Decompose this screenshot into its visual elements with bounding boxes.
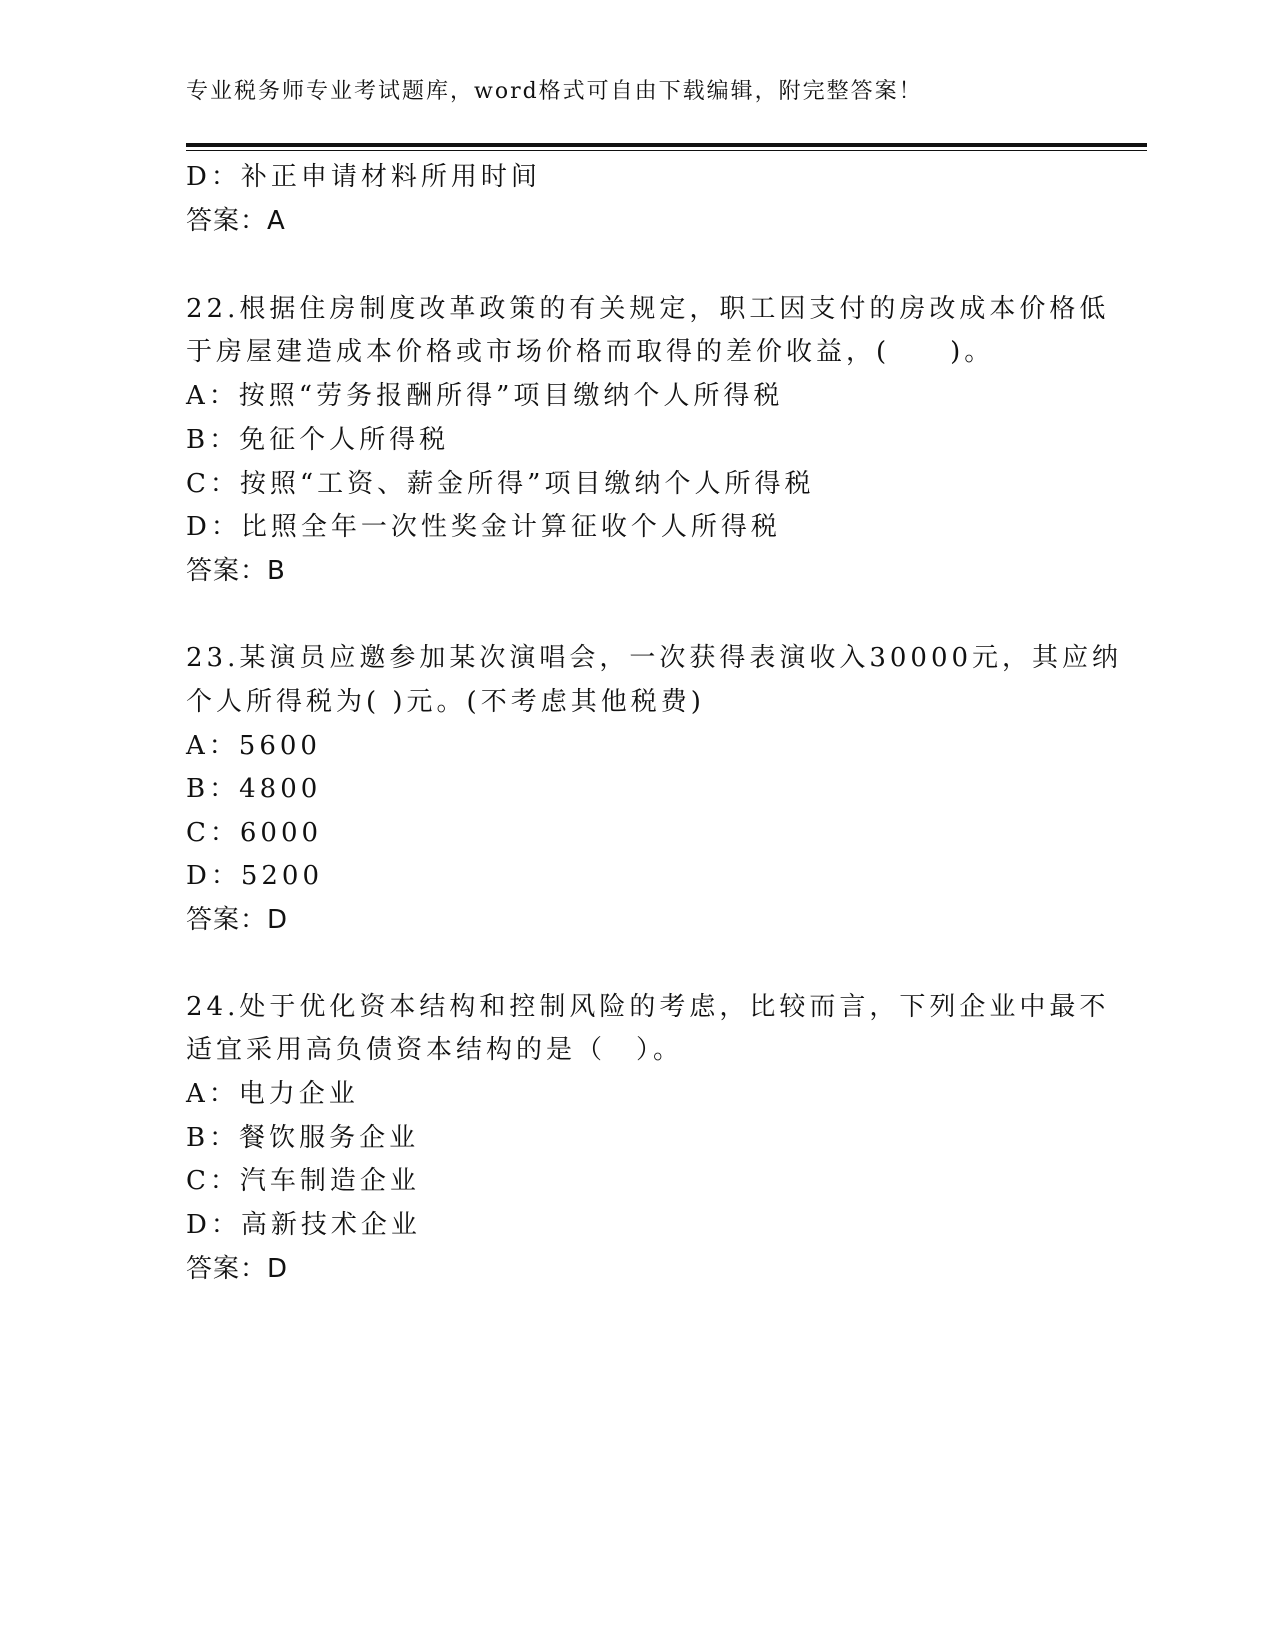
q22-option-c: C：按照“工资、薪金所得”项目缴纳个人所得税	[186, 469, 815, 499]
q24-option-c: C：汽车制造企业	[186, 1166, 420, 1196]
q23-option-a: A：5600	[186, 731, 321, 761]
prev-option-d: D：补正申请材料所用时间	[186, 162, 541, 192]
q23-stem-line1: 23.某演员应邀参加某次演唱会，一次获得表演收入30000元，其应纳	[186, 643, 1123, 673]
q22-option-a: A：按照“劳务报酬所得”项目缴纳个人所得税	[186, 381, 784, 411]
q24-option-b: B：餐饮服务企业	[186, 1123, 420, 1153]
q24-stem-line1: 24.处于优化资本结构和控制风险的考虑，比较而言，下列企业中最不	[186, 992, 1110, 1022]
prev-answer: 答案：A	[186, 206, 286, 236]
q22-stem-line2: 于房屋建造成本价格或市场价格而取得的差价收益，( )。	[186, 337, 995, 367]
page-header: 专业税务师专业考试题库，word格式可自由下载编辑，附完整答案！	[186, 79, 923, 104]
q23-stem-line2: 个人所得税为( )元。(不考虑其他税费)	[186, 687, 705, 717]
q22-answer: 答案：B	[186, 556, 286, 586]
q23-option-c: C：6000	[186, 818, 323, 848]
q23-answer: 答案：D	[186, 905, 289, 935]
header-divider-thin	[186, 150, 1147, 151]
q23-option-b: B：4800	[186, 774, 322, 804]
q24-option-d: D：高新技术企业	[186, 1210, 421, 1240]
q24-answer: 答案：D	[186, 1254, 289, 1284]
header-divider-thick	[186, 143, 1147, 147]
q22-stem-line1: 22.根据住房制度改革政策的有关规定，职工因支付的房改成本价格低	[186, 294, 1110, 324]
q22-option-b: B：免征个人所得税	[186, 425, 450, 455]
q24-option-a: A：电力企业	[186, 1079, 359, 1109]
q23-option-d: D：5200	[186, 861, 324, 891]
q22-option-d: D：比照全年一次性奖金计算征收个人所得税	[186, 512, 781, 542]
q24-stem-line2: 适宜采用高负债资本结构的是（ ）。	[186, 1035, 684, 1065]
